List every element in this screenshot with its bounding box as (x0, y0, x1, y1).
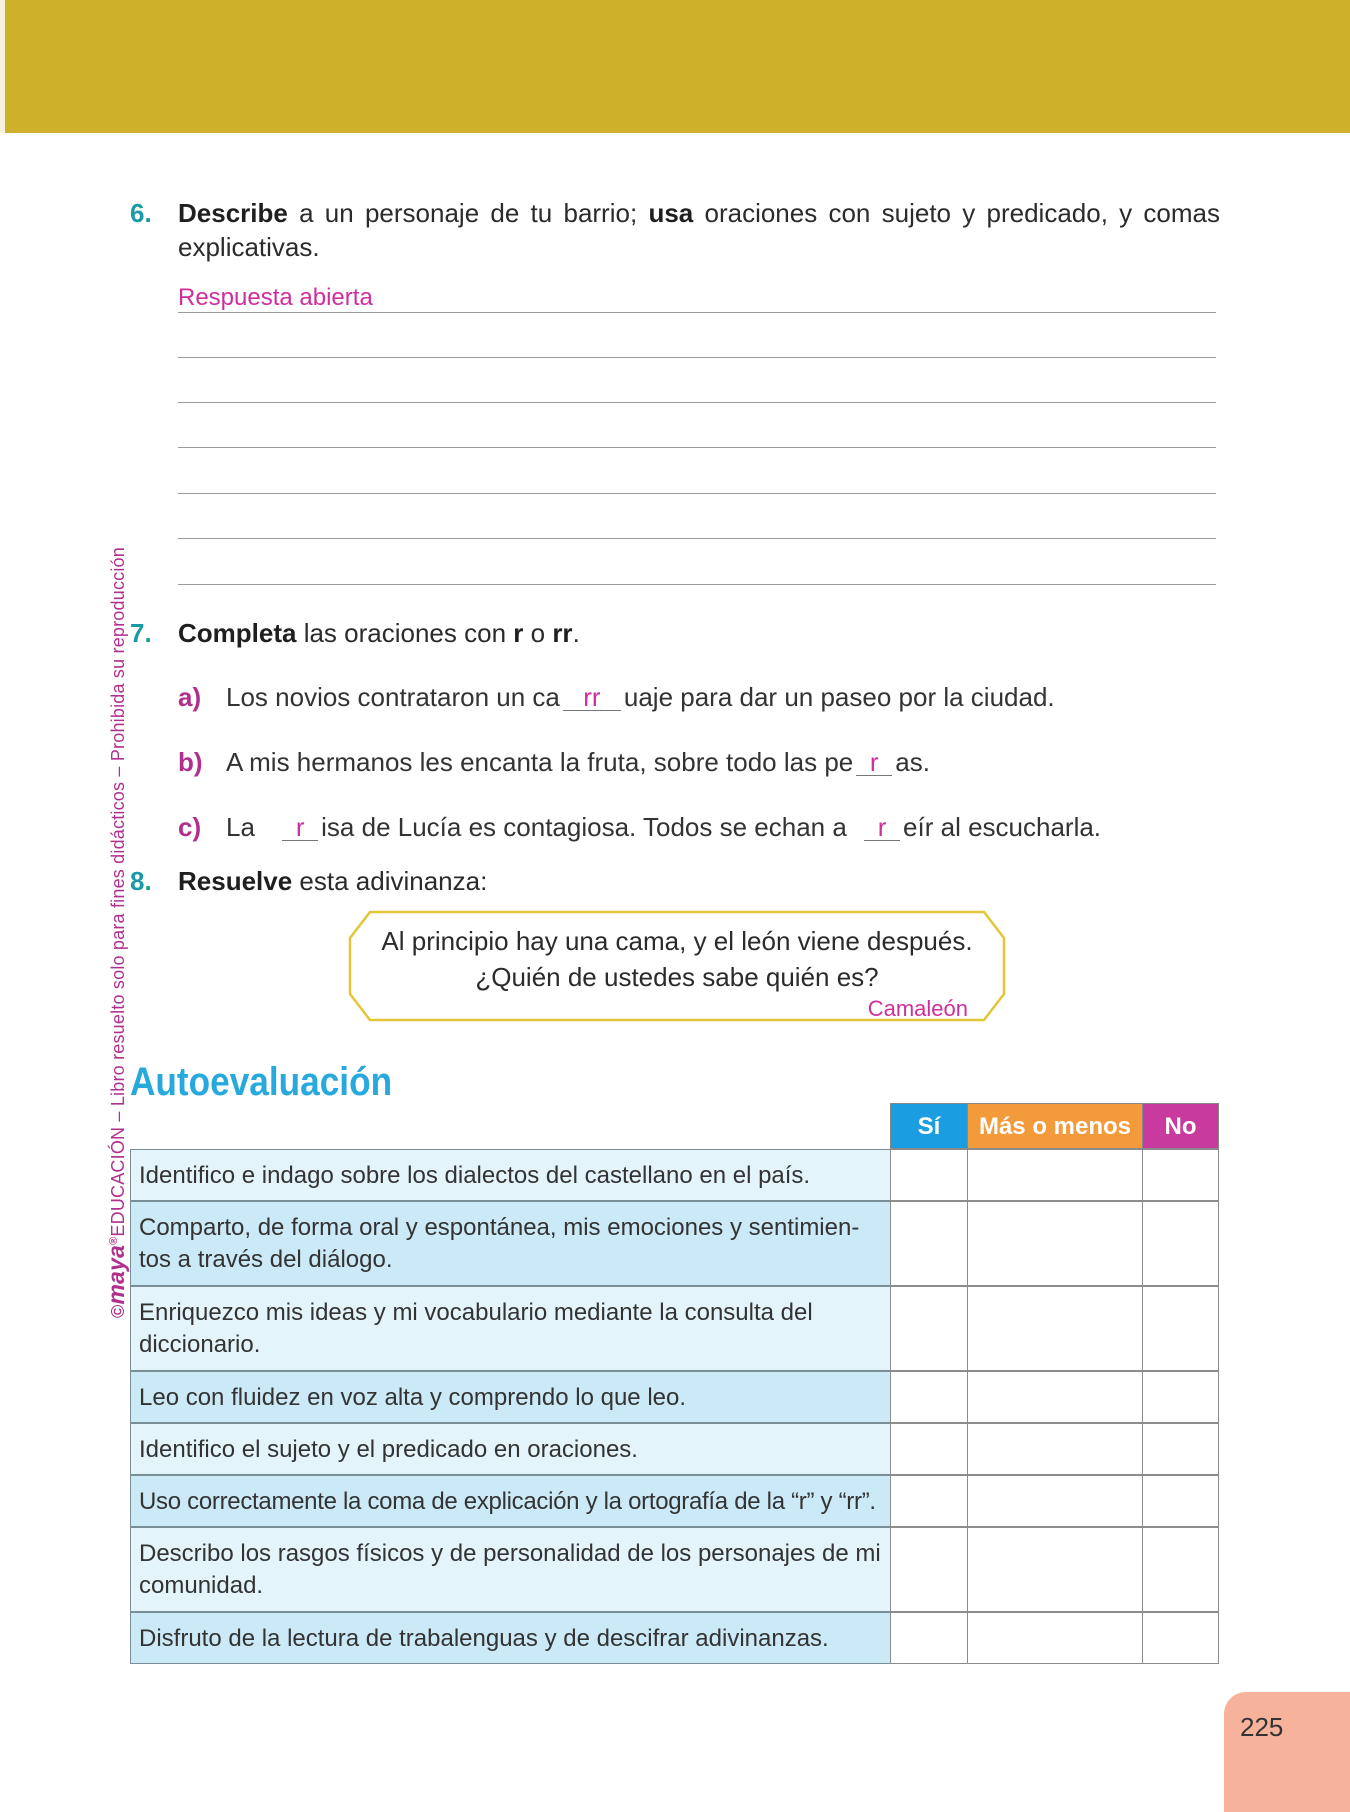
item-text: isa de Lucía es contagiosa. Todos se echan a (321, 812, 855, 842)
exercise-item-b (178, 745, 930, 779)
criterion-text: Enriquezco mis ideas y mi vocabulario mediante la consulta del diccionario. (130, 1286, 891, 1371)
answer-line[interactable] (178, 312, 1216, 313)
criterion-text: Identifico el sujeto y el predicado en oraciones. (130, 1423, 891, 1475)
instruction-verb: Resuelve (178, 866, 293, 896)
item-text: as. (895, 747, 930, 777)
fill-blank[interactable]: r (864, 814, 900, 841)
header-si: Sí (890, 1103, 968, 1149)
instruction-verb: usa (648, 198, 694, 228)
checkbox-cell-no[interactable] (1142, 1612, 1219, 1664)
riddle-line: Al principio hay una cama, y el león viene después. (381, 926, 973, 956)
checkbox-cell-si[interactable] (890, 1475, 968, 1527)
table-row (130, 1201, 1219, 1286)
answer-line[interactable] (178, 493, 1216, 494)
self-assessment-title: Autoevaluación (130, 1060, 393, 1104)
question-text-part: las oraciones con (296, 618, 514, 648)
header-mas-o-menos: Más o menos (967, 1103, 1143, 1149)
question-text-part: esta adivinanza: (292, 866, 488, 896)
table-row (130, 1527, 1219, 1612)
table-row (130, 1423, 1219, 1475)
checkbox-cell-mas-o-menos[interactable] (967, 1201, 1143, 1286)
riddle-line: ¿Quién de ustedes sabe quién es? (475, 962, 879, 992)
answer-line[interactable] (178, 538, 1216, 539)
checkbox-cell-no[interactable] (1142, 1371, 1219, 1423)
answer-line[interactable] (178, 357, 1216, 358)
checkbox-cell-no[interactable] (1142, 1423, 1219, 1475)
question-text-part: oraciones con sujeto y predicado, y comas explicativas. (178, 198, 1220, 262)
checkbox-cell-si[interactable] (890, 1371, 968, 1423)
checkbox-cell-no[interactable] (1142, 1286, 1219, 1371)
instruction-verb: Describe (178, 198, 288, 228)
answer-line[interactable] (178, 584, 1216, 585)
checkbox-cell-si[interactable] (890, 1149, 968, 1201)
riddle-box (348, 910, 1006, 1022)
checkbox-cell-mas-o-menos[interactable] (967, 1527, 1143, 1612)
checkbox-cell-mas-o-menos[interactable] (967, 1475, 1143, 1527)
open-answer-label: Respuesta abierta (178, 284, 373, 311)
fill-blank[interactable]: r (856, 749, 892, 776)
criterion-text: Identifico e indago sobre los dialectos del castellano en el país. (130, 1149, 891, 1201)
table-row (130, 1149, 1219, 1201)
table-row (130, 1612, 1219, 1664)
fill-blank[interactable]: rr (563, 684, 621, 711)
checkbox-cell-si[interactable] (890, 1286, 968, 1371)
answer-line[interactable] (178, 402, 1216, 403)
table-row (130, 1371, 1219, 1423)
question-6 (130, 196, 1220, 266)
letter-rr: rr (552, 618, 573, 648)
checkbox-cell-si[interactable] (890, 1423, 968, 1475)
header-no: No (1142, 1103, 1219, 1149)
checkbox-cell-no[interactable] (1142, 1149, 1219, 1201)
instruction-verb: Completa (178, 618, 297, 648)
question-text (178, 616, 580, 650)
checkbox-cell-si[interactable] (890, 1612, 968, 1664)
top-color-band (0, 0, 1350, 133)
table-row (130, 1475, 1219, 1527)
question-text-part: o (523, 618, 553, 648)
item-text: uaje para dar un paseo por la ciudad. (623, 682, 1055, 712)
criterion-text: Comparto, de forma oral y espontánea, mis emociones y sentimien-tos a través del diálogo. (130, 1201, 891, 1286)
item-letter: c) (178, 812, 202, 842)
checkbox-cell-no[interactable] (1142, 1527, 1219, 1612)
copyright-sidebar (103, 547, 130, 1318)
item-text: A mis hermanos les encanta la fruta, sobre todo las pe (226, 747, 854, 777)
question-text-part: a un personaje de tu barrio; (287, 198, 649, 228)
copyright-text: EDUCACIÓN – Libro resuelto solo para fines didácticos – Prohibida su reproducción (108, 547, 128, 1237)
item-text: Los novios contrataron un ca (226, 682, 560, 712)
exercise-item-a (178, 680, 1055, 714)
table-row (130, 1286, 1219, 1371)
checkbox-cell-mas-o-menos[interactable] (967, 1371, 1143, 1423)
brand-logo-text: maya (103, 1244, 129, 1305)
page-number-tab (1224, 1692, 1350, 1812)
exercise-item-c (178, 810, 1101, 844)
checkbox-cell-no[interactable] (1142, 1475, 1219, 1527)
question-number: 8. (130, 866, 152, 896)
criterion-text: Uso correctamente la coma de explicación y la ortografía de la “r” y “rr”. (130, 1475, 891, 1527)
question-number: 6. (130, 198, 152, 228)
question-text-part: . (572, 618, 580, 648)
question-number: 7. (130, 618, 152, 648)
item-letter: a) (178, 682, 202, 712)
page-number: 225 (1240, 1712, 1284, 1742)
answer-line[interactable] (178, 447, 1216, 448)
question-text (178, 864, 487, 898)
question-text (178, 196, 1220, 264)
item-letter: b) (178, 747, 203, 777)
copyright-symbol: © (108, 1304, 128, 1318)
checkbox-cell-no[interactable] (1142, 1201, 1219, 1286)
item-text: La (226, 812, 263, 842)
question-7 (130, 616, 1230, 652)
checkbox-cell-si[interactable] (890, 1201, 968, 1286)
checkbox-cell-mas-o-menos[interactable] (967, 1423, 1143, 1475)
criterion-text: Disfruto de la lectura de trabalenguas y de descifrar adivinanzas. (130, 1612, 891, 1664)
registered-mark: ® (108, 1236, 120, 1245)
fill-blank[interactable]: r (282, 814, 318, 841)
criterion-text: Leo con fluidez en voz alta y comprendo lo que leo. (130, 1371, 891, 1423)
checkbox-cell-mas-o-menos[interactable] (967, 1286, 1143, 1371)
question-8 (130, 864, 1230, 900)
checkbox-cell-si[interactable] (890, 1527, 968, 1612)
checkbox-cell-mas-o-menos[interactable] (967, 1612, 1143, 1664)
checkbox-cell-mas-o-menos[interactable] (967, 1149, 1143, 1201)
letter-r: r (513, 618, 524, 648)
criterion-text: Describo los rasgos físicos y de personalidad de los personajes de mi comunidad. (130, 1527, 891, 1612)
item-text: eír al escucharla. (903, 812, 1102, 842)
riddle-answer: Camaleón (867, 996, 968, 1021)
